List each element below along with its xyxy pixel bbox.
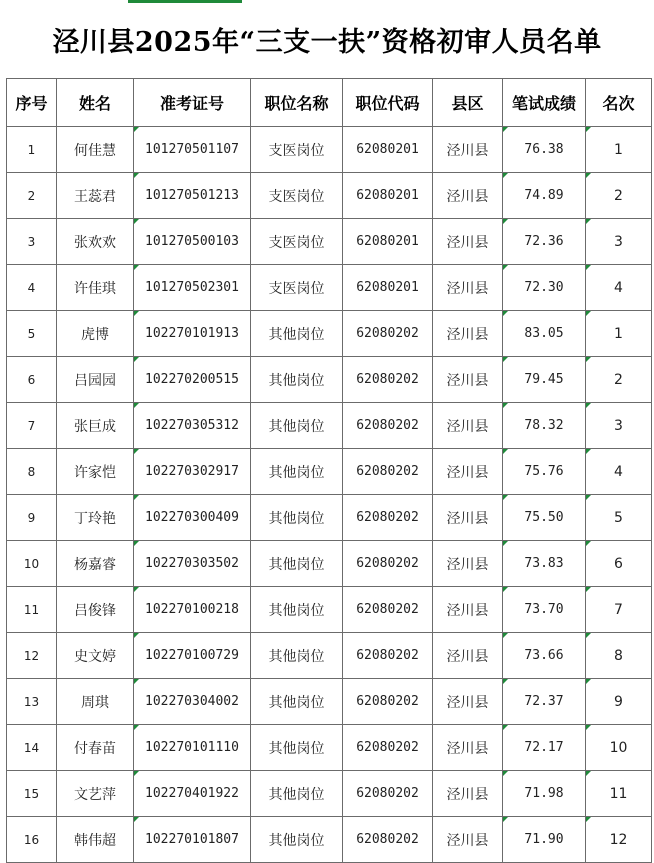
- cell-position-name[interactable]: 支医岗位: [251, 127, 343, 173]
- cell-rank[interactable]: 12: [586, 817, 652, 863]
- header-score[interactable]: 笔试成绩: [503, 79, 586, 127]
- candidate-table: [6, 78, 652, 863]
- cell-position-code[interactable]: 62080202: [343, 495, 433, 541]
- cell-position-name[interactable]: 支医岗位: [251, 219, 343, 265]
- cell-exam-id[interactable]: 102270101110: [134, 725, 251, 771]
- cell-county[interactable]: 泾川县: [433, 311, 503, 357]
- cell-exam-id[interactable]: 102270101913: [134, 311, 251, 357]
- cell-position-code[interactable]: 62080202: [343, 679, 433, 725]
- cell-county[interactable]: 泾川县: [433, 265, 503, 311]
- cell-rank[interactable]: 1: [586, 127, 652, 173]
- cell-position-name[interactable]: 其他岗位: [251, 725, 343, 771]
- header-exam-id[interactable]: 准考证号: [134, 79, 251, 127]
- cell-county[interactable]: 泾川县: [433, 495, 503, 541]
- cell-position-code[interactable]: 62080202: [343, 311, 433, 357]
- cell-seq[interactable]: 5: [7, 311, 57, 357]
- cell-position-code[interactable]: 62080202: [343, 817, 433, 863]
- cell-exam-id[interactable]: 102270305312: [134, 403, 251, 449]
- cell-rank[interactable]: 2: [586, 357, 652, 403]
- cell-rank[interactable]: 11: [586, 771, 652, 817]
- cell-rank[interactable]: 3: [586, 219, 652, 265]
- cell-name[interactable]: 许佳琪: [57, 265, 134, 311]
- header-position-code[interactable]: 职位代码: [343, 79, 433, 127]
- cell-exam-id[interactable]: 101270500103: [134, 219, 251, 265]
- cell-position-code[interactable]: 62080202: [343, 449, 433, 495]
- table-row: [7, 587, 652, 633]
- cell-name[interactable]: 许家恺: [57, 449, 134, 495]
- cell-score[interactable]: 73.83: [503, 541, 586, 587]
- cell-name[interactable]: 丁玲艳: [57, 495, 134, 541]
- cell-score[interactable]: 75.50: [503, 495, 586, 541]
- table-row: [7, 265, 652, 311]
- cell-exam-id[interactable]: 102270101807: [134, 817, 251, 863]
- cell-county[interactable]: 泾川县: [433, 173, 503, 219]
- cell-rank[interactable]: 8: [586, 633, 652, 679]
- cell-county[interactable]: 泾川县: [433, 541, 503, 587]
- header-position-name[interactable]: 职位名称: [251, 79, 343, 127]
- cell-name[interactable]: 吕俊锋: [57, 587, 134, 633]
- cell-position-name[interactable]: 其他岗位: [251, 679, 343, 725]
- cell-score[interactable]: 72.37: [503, 679, 586, 725]
- cell-rank[interactable]: 9: [586, 679, 652, 725]
- cell-exam-id[interactable]: 102270302917: [134, 449, 251, 495]
- table-row: [7, 725, 652, 771]
- header-rank[interactable]: 名次: [586, 79, 652, 127]
- table-row: [7, 541, 652, 587]
- cell-position-code[interactable]: 62080201: [343, 219, 433, 265]
- cell-exam-id[interactable]: 101270501213: [134, 173, 251, 219]
- cell-county[interactable]: 泾川县: [433, 403, 503, 449]
- cell-county[interactable]: 泾川县: [433, 449, 503, 495]
- cell-position-name[interactable]: 其他岗位: [251, 771, 343, 817]
- cell-exam-id[interactable]: 102270401922: [134, 771, 251, 817]
- header-row: [7, 79, 652, 127]
- cell-seq[interactable]: 11: [7, 587, 57, 633]
- cell-name[interactable]: 付春苗: [57, 725, 134, 771]
- cell-name[interactable]: 文艺萍: [57, 771, 134, 817]
- cell-seq[interactable]: 14: [7, 725, 57, 771]
- cell-name[interactable]: 何佳慧: [57, 127, 134, 173]
- table-row: [7, 219, 652, 265]
- cell-position-code[interactable]: 62080202: [343, 587, 433, 633]
- cell-seq[interactable]: 15: [7, 771, 57, 817]
- cell-seq[interactable]: 12: [7, 633, 57, 679]
- cell-position-name[interactable]: 其他岗位: [251, 449, 343, 495]
- cell-score[interactable]: 83.05: [503, 311, 586, 357]
- cell-name[interactable]: 张欢欢: [57, 219, 134, 265]
- table-row: [7, 173, 652, 219]
- table-row: [7, 403, 652, 449]
- cell-score[interactable]: 72.17: [503, 725, 586, 771]
- table-row: [7, 633, 652, 679]
- cell-name[interactable]: 虎博: [57, 311, 134, 357]
- cell-exam-id[interactable]: 102270100218: [134, 587, 251, 633]
- cell-seq[interactable]: 4: [7, 265, 57, 311]
- cell-exam-id[interactable]: 102270300409: [134, 495, 251, 541]
- cell-county[interactable]: 泾川县: [433, 817, 503, 863]
- cell-position-code[interactable]: 62080202: [343, 725, 433, 771]
- cell-position-name[interactable]: 其他岗位: [251, 495, 343, 541]
- cell-position-name[interactable]: 支医岗位: [251, 265, 343, 311]
- cell-seq[interactable]: 2: [7, 173, 57, 219]
- cell-name[interactable]: 周琪: [57, 679, 134, 725]
- cell-seq[interactable]: 10: [7, 541, 57, 587]
- cell-position-code[interactable]: 62080202: [343, 403, 433, 449]
- table-row: [7, 357, 652, 403]
- cell-county[interactable]: 泾川县: [433, 633, 503, 679]
- cell-position-code[interactable]: 62080202: [343, 771, 433, 817]
- cell-score[interactable]: 73.66: [503, 633, 586, 679]
- cell-exam-id[interactable]: 101270502301: [134, 265, 251, 311]
- cell-position-name[interactable]: 其他岗位: [251, 817, 343, 863]
- cell-score[interactable]: 79.45: [503, 357, 586, 403]
- cell-county[interactable]: 泾川县: [433, 679, 503, 725]
- cell-rank[interactable]: 6: [586, 541, 652, 587]
- header-name[interactable]: 姓名: [57, 79, 134, 127]
- cell-seq[interactable]: 3: [7, 219, 57, 265]
- cell-score[interactable]: 74.89: [503, 173, 586, 219]
- cell-position-code[interactable]: 62080202: [343, 633, 433, 679]
- cell-name[interactable]: 张巨成: [57, 403, 134, 449]
- cell-position-name[interactable]: 支医岗位: [251, 173, 343, 219]
- table-row: [7, 679, 652, 725]
- page-title: 泾川县2025年“三支一扶”资格初审人员名单: [52, 26, 602, 58]
- cell-score[interactable]: 72.36: [503, 219, 586, 265]
- cell-exam-id[interactable]: 102270304002: [134, 679, 251, 725]
- cell-score[interactable]: 71.90: [503, 817, 586, 863]
- cell-exam-id[interactable]: 102270303502: [134, 541, 251, 587]
- table-row: [7, 771, 652, 817]
- cell-county[interactable]: 泾川县: [433, 771, 503, 817]
- cell-exam-id[interactable]: 101270501107: [134, 127, 251, 173]
- cell-position-name[interactable]: 其他岗位: [251, 357, 343, 403]
- cell-name[interactable]: 杨嘉睿: [57, 541, 134, 587]
- cell-score[interactable]: 71.98: [503, 771, 586, 817]
- cell-seq[interactable]: 6: [7, 357, 57, 403]
- cell-position-name[interactable]: 其他岗位: [251, 403, 343, 449]
- header-county[interactable]: 县区: [433, 79, 503, 127]
- header-seq[interactable]: 序号: [7, 79, 57, 127]
- table-row: [7, 127, 652, 173]
- cell-position-name[interactable]: 其他岗位: [251, 541, 343, 587]
- cell-exam-id[interactable]: 102270200515: [134, 357, 251, 403]
- cell-position-code[interactable]: 62080201: [343, 127, 433, 173]
- cell-position-name[interactable]: 其他岗位: [251, 633, 343, 679]
- cell-position-code[interactable]: 62080202: [343, 541, 433, 587]
- cell-rank[interactable]: 3: [586, 403, 652, 449]
- cell-score[interactable]: 78.32: [503, 403, 586, 449]
- cell-name[interactable]: 韩伟超: [57, 817, 134, 863]
- cell-seq[interactable]: 16: [7, 817, 57, 863]
- cell-seq[interactable]: 7: [7, 403, 57, 449]
- cell-score[interactable]: 73.70: [503, 587, 586, 633]
- cell-rank[interactable]: 5: [586, 495, 652, 541]
- cell-score[interactable]: 76.38: [503, 127, 586, 173]
- table-row: [7, 817, 652, 863]
- cell-county[interactable]: 泾川县: [433, 587, 503, 633]
- cell-name[interactable]: 史文婷: [57, 633, 134, 679]
- cell-score[interactable]: 72.30: [503, 265, 586, 311]
- cell-rank[interactable]: 4: [586, 265, 652, 311]
- cell-position-code[interactable]: 62080201: [343, 173, 433, 219]
- cell-score[interactable]: 75.76: [503, 449, 586, 495]
- cell-county[interactable]: 泾川县: [433, 357, 503, 403]
- cell-county[interactable]: 泾川县: [433, 219, 503, 265]
- cell-name[interactable]: 吕园园: [57, 357, 134, 403]
- cell-county[interactable]: 泾川县: [433, 725, 503, 771]
- cell-rank[interactable]: 1: [586, 311, 652, 357]
- cell-county[interactable]: 泾川县: [433, 127, 503, 173]
- cell-exam-id[interactable]: 102270100729: [134, 633, 251, 679]
- cell-rank[interactable]: 2: [586, 173, 652, 219]
- cell-name[interactable]: 王蕊君: [57, 173, 134, 219]
- cell-position-code[interactable]: 62080201: [343, 265, 433, 311]
- cell-position-name[interactable]: 其他岗位: [251, 587, 343, 633]
- cell-rank[interactable]: 7: [586, 587, 652, 633]
- cell-position-name[interactable]: 其他岗位: [251, 311, 343, 357]
- cell-seq[interactable]: 8: [7, 449, 57, 495]
- table-row: [7, 449, 652, 495]
- cell-position-code[interactable]: 62080202: [343, 357, 433, 403]
- cell-seq[interactable]: 13: [7, 679, 57, 725]
- cell-seq[interactable]: 1: [7, 127, 57, 173]
- cell-rank[interactable]: 10: [586, 725, 652, 771]
- table-row: [7, 311, 652, 357]
- table-row: [7, 495, 652, 541]
- cell-rank[interactable]: 4: [586, 449, 652, 495]
- cell-seq[interactable]: 9: [7, 495, 57, 541]
